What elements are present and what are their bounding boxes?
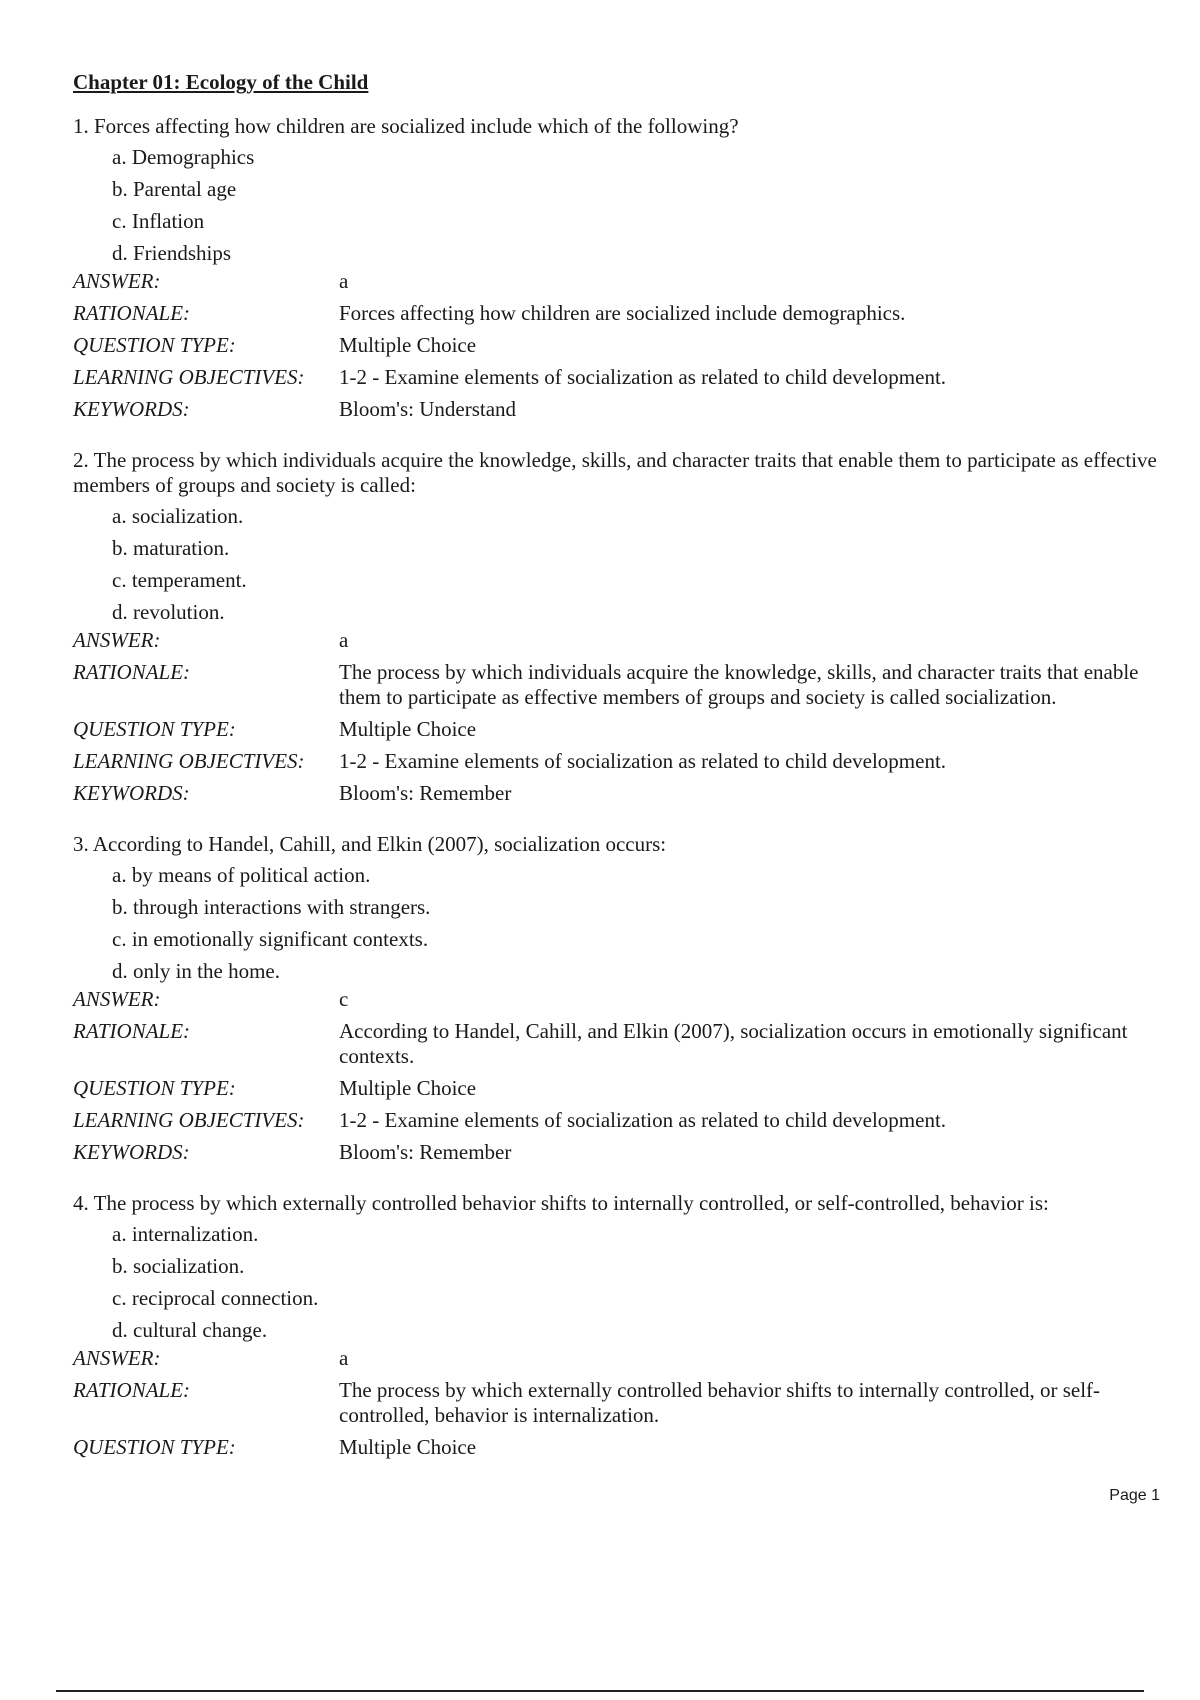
rationale-row [73, 301, 1168, 326]
question-type-row [73, 333, 1168, 358]
option-d: d. Friendships [112, 241, 232, 265]
option-list [73, 141, 1168, 269]
option-b: b. socialization. [112, 1254, 245, 1278]
learning-objectives-row [73, 1108, 1168, 1133]
answer-label: ANSWER: [73, 987, 161, 1011]
question-4 [73, 1191, 1168, 1460]
page-number: Page 1 [1109, 1487, 1160, 1504]
answer-value: c [339, 987, 349, 1011]
option-c: c. reciprocal connection. [112, 1286, 319, 1310]
rationale-label: RATIONALE: [73, 660, 191, 684]
learning-objectives-label: LEARNING OBJECTIVES: [73, 749, 305, 773]
option-d: d. revolution. [112, 600, 225, 624]
keywords-label: KEYWORDS: [73, 397, 190, 421]
question-type-row [73, 1435, 1168, 1460]
question-stem: 2. The process by which individuals acquire the knowledge, skills, and character traits that enable them to participate as effective members of groups and society is called: [73, 448, 1157, 497]
document-page [73, 70, 1168, 1486]
question-3 [73, 832, 1168, 1165]
keywords-row [73, 397, 1168, 422]
question-type-label: QUESTION TYPE: [73, 1076, 236, 1100]
option-b: b. maturation. [112, 536, 230, 560]
learning-objectives-label: LEARNING OBJECTIVES: [73, 365, 305, 389]
option-list [73, 500, 1168, 628]
answer-value: a [339, 269, 349, 293]
rationale-label: RATIONALE: [73, 1378, 191, 1402]
option-list [73, 859, 1168, 987]
question-type-value: Multiple Choice [339, 1435, 477, 1459]
answer-row [73, 987, 1168, 1012]
footer-rule [56, 1690, 1144, 1692]
rationale-row [73, 1378, 1168, 1428]
keywords-value: Bloom's: Understand [339, 397, 517, 421]
question-stem: 4. The process by which externally controlled behavior shifts to internally controlled, or self-controlled, behavior is: [73, 1191, 1049, 1215]
keywords-row [73, 1140, 1168, 1165]
option-b: b. through interactions with strangers. [112, 895, 431, 919]
question-type-value: Multiple Choice [339, 717, 477, 741]
option-d: d. only in the home. [112, 959, 280, 983]
option-d: d. cultural change. [112, 1318, 268, 1342]
question-1 [73, 114, 1168, 422]
option-a: a. socialization. [112, 504, 244, 528]
learning-objectives-row [73, 749, 1168, 774]
learning-objectives-value: 1-2 - Examine elements of socialization as related to child development. [339, 1108, 947, 1132]
rationale-label: RATIONALE: [73, 301, 191, 325]
rationale-label: RATIONALE: [73, 1019, 191, 1043]
learning-objectives-label: LEARNING OBJECTIVES: [73, 1108, 305, 1132]
option-c: c. Inflation [112, 209, 205, 233]
option-a: a. internalization. [112, 1222, 259, 1246]
answer-label: ANSWER: [73, 1346, 161, 1370]
rationale-row [73, 660, 1168, 710]
answer-label: ANSWER: [73, 628, 161, 652]
question-type-label: QUESTION TYPE: [73, 717, 236, 741]
rationale-value: According to Handel, Cahill, and Elkin (2007), socialization occurs in emotionally significant contexts. [339, 1019, 1128, 1068]
answer-value: a [339, 1346, 349, 1370]
answer-label: ANSWER: [73, 269, 161, 293]
question-2 [73, 448, 1168, 806]
question-type-label: QUESTION TYPE: [73, 333, 236, 357]
question-type-row [73, 1076, 1168, 1101]
rationale-row [73, 1019, 1168, 1069]
chapter-title: Chapter 01: Ecology of the Child [73, 70, 369, 94]
rationale-value: The process by which individuals acquire the knowledge, skills, and character traits that enable them to participate as effective members of groups and society is called socialization. [339, 660, 1139, 709]
rationale-value: The process by which externally controlled behavior shifts to internally controlled, or self-controlled, behavior is internalization. [339, 1378, 1101, 1427]
answer-row [73, 269, 1168, 294]
keywords-label: KEYWORDS: [73, 781, 190, 805]
question-type-value: Multiple Choice [339, 333, 477, 357]
learning-objectives-value: 1-2 - Examine elements of socialization as related to child development. [339, 365, 947, 389]
option-a: a. Demographics [112, 145, 255, 169]
question-type-label: QUESTION TYPE: [73, 1435, 236, 1459]
keywords-row [73, 781, 1168, 806]
option-c: c. temperament. [112, 568, 247, 592]
learning-objectives-row [73, 365, 1168, 390]
question-type-value: Multiple Choice [339, 1076, 477, 1100]
option-b: b. Parental age [112, 177, 237, 201]
learning-objectives-value: 1-2 - Examine elements of socialization as related to child development. [339, 749, 947, 773]
answer-value: a [339, 628, 349, 652]
question-stem: 3. According to Handel, Cahill, and Elkin (2007), socialization occurs: [73, 832, 667, 856]
question-type-row [73, 717, 1168, 742]
option-list [73, 1218, 1168, 1346]
keywords-value: Bloom's: Remember [339, 781, 512, 805]
rationale-value: Forces affecting how children are socialized include demographics. [339, 301, 906, 325]
answer-row [73, 628, 1168, 653]
keywords-value: Bloom's: Remember [339, 1140, 512, 1164]
question-stem: 1. Forces affecting how children are socialized include which of the following? [73, 114, 739, 138]
keywords-label: KEYWORDS: [73, 1140, 190, 1164]
option-c: c. in emotionally significant contexts. [112, 927, 429, 951]
option-a: a. by means of political action. [112, 863, 371, 887]
answer-row [73, 1346, 1168, 1371]
